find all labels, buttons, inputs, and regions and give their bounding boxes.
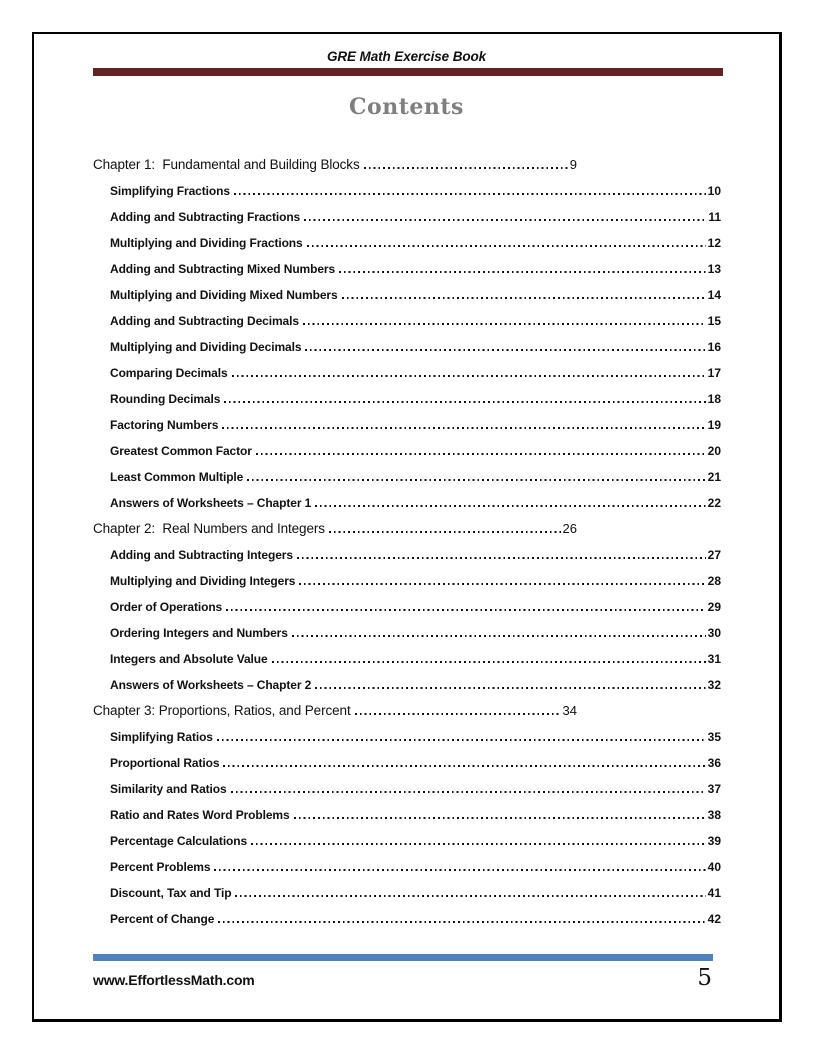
toc-entry <box>93 903 721 929</box>
toc-entry-page: 32 <box>707 678 721 692</box>
toc-entry-label: Ratio and Rates Word Problems <box>110 808 290 822</box>
toc-entry-label: Multiplying and Dividing Mixed Numbers <box>110 288 338 302</box>
toc-dot-leader <box>214 869 705 871</box>
toc-entry <box>93 175 721 201</box>
toc-entry-page: 34 <box>562 703 577 718</box>
toc-entry <box>93 747 721 773</box>
toc-entry-page: 21 <box>707 470 721 484</box>
toc-entry-label: Chapter 3: Proportions, Ratios, and Percent <box>93 703 351 718</box>
toc-entry <box>93 227 721 253</box>
toc-entry <box>93 279 721 305</box>
toc-entry <box>93 305 721 331</box>
toc-entry <box>93 799 721 825</box>
toc-entry-label: Adding and Subtracting Fractions <box>110 210 301 224</box>
toc-dot-leader <box>292 635 706 637</box>
toc-dot-leader <box>272 661 706 663</box>
toc-entry-label: Adding and Subtracting Mixed Numbers <box>110 262 336 276</box>
toc-entry-page: 38 <box>707 808 721 822</box>
toc-entry-page: 22 <box>707 496 721 510</box>
toc-dot-leader <box>251 843 706 845</box>
toc-entry <box>93 825 721 851</box>
toc-entry-label: Comparing Decimals <box>110 366 228 380</box>
toc-dot-leader <box>226 609 706 611</box>
toc-entry-label: Similarity and Ratios <box>110 782 227 796</box>
page-title: Contents <box>349 94 464 120</box>
toc-entry <box>93 253 721 279</box>
toc-entry <box>93 331 721 357</box>
toc-dot-leader <box>232 375 706 377</box>
toc-entry-page: 29 <box>707 600 721 614</box>
toc-dot-leader <box>222 427 705 429</box>
toc-dot-leader <box>364 167 568 169</box>
toc-entry <box>93 773 721 799</box>
toc-entry-page: 35 <box>707 730 721 744</box>
toc-dot-leader <box>217 739 706 741</box>
toc-entry <box>93 721 721 747</box>
toc-entry <box>93 591 721 617</box>
toc-entry-page: 31 <box>707 652 721 666</box>
toc-entry <box>93 539 721 565</box>
footer-page-number: 5 <box>697 965 712 991</box>
toc-entry-page: 17 <box>707 366 721 380</box>
page-frame <box>32 32 782 1022</box>
toc-dot-leader <box>247 479 705 481</box>
toc-entry-label: Answers of Worksheets – Chapter 1 <box>110 496 312 510</box>
toc-entry-page: 30 <box>707 626 721 640</box>
toc-entry-label: Simplifying Fractions <box>110 184 230 198</box>
toc-entry-page: 16 <box>707 340 721 354</box>
toc-entry-page: 9 <box>569 157 577 172</box>
toc-entry <box>93 851 721 877</box>
toc-entry-page: 10 <box>707 184 721 198</box>
toc-entry-page: 15 <box>707 314 721 328</box>
toc-dot-leader <box>305 349 705 351</box>
toc-entry <box>93 695 577 721</box>
toc-entry-label: Adding and Subtracting Decimals <box>110 314 299 328</box>
toc-entry <box>93 383 721 409</box>
toc-entry <box>93 357 721 383</box>
toc-dot-leader <box>355 713 561 715</box>
toc-dot-leader <box>231 791 706 793</box>
toc-entry-label: Percent of Change <box>110 912 215 926</box>
footer-rule <box>93 954 713 961</box>
toc-entry <box>93 201 721 227</box>
toc-entry-label: Chapter 1: Fundamental and Building Blocks <box>93 157 360 172</box>
toc-entry <box>93 487 721 513</box>
toc-entry-page: 42 <box>707 912 721 926</box>
toc-entry <box>93 877 721 903</box>
toc-entry <box>93 669 721 695</box>
toc-entry <box>93 149 577 175</box>
toc-entry-label: Adding and Subtracting Integers <box>110 548 293 562</box>
toc-entry-page: 40 <box>707 860 721 874</box>
toc-entry-label: Multiplying and Dividing Decimals <box>110 340 302 354</box>
toc-dot-leader <box>339 271 706 273</box>
toc-entry-label: Rounding Decimals <box>110 392 221 406</box>
toc-dot-leader <box>342 297 706 299</box>
toc-entry <box>93 435 721 461</box>
toc-dot-leader <box>224 401 705 403</box>
toc-dot-leader <box>235 895 705 897</box>
toc-dot-leader <box>315 687 705 689</box>
toc-entry-label: Factoring Numbers <box>110 418 219 432</box>
toc-entry-label: Percentage Calculations <box>110 834 248 848</box>
toc-entry <box>93 617 721 643</box>
toc-entry-page: 19 <box>707 418 721 432</box>
toc-entry <box>93 461 721 487</box>
toc-entry-page: 41 <box>707 886 721 900</box>
toc-entry-page: 20 <box>707 444 721 458</box>
toc-dot-leader <box>315 505 705 507</box>
toc-dot-leader <box>223 765 705 767</box>
toc-dot-leader <box>234 193 706 195</box>
toc-entry-page: 11 <box>708 210 721 224</box>
toc-entry-label: Discount, Tax and Tip <box>110 886 232 900</box>
toc-entry-page: 36 <box>707 756 721 770</box>
toc-entry-page: 18 <box>707 392 721 406</box>
toc-entry-page: 26 <box>562 521 577 536</box>
toc-entry-page: 39 <box>707 834 721 848</box>
toc-dot-leader <box>294 817 706 819</box>
footer-website: www.EffortlessMath.com <box>93 972 255 988</box>
toc-entry-label: Order of Operations <box>110 600 223 614</box>
toc-entry-page: 28 <box>707 574 721 588</box>
toc-entry-page: 12 <box>707 236 721 250</box>
toc-entry <box>93 565 721 591</box>
toc-entry-label: Percent Problems <box>110 860 211 874</box>
toc-dot-leader <box>297 557 706 559</box>
toc-dot-leader <box>299 583 705 585</box>
toc-entry-label: Multiplying and Dividing Fractions <box>110 236 303 250</box>
toc-entry-label: Ordering Integers and Numbers <box>110 626 288 640</box>
running-header-book-title: GRE Math Exercise Book <box>326 49 487 64</box>
toc-dot-leader <box>256 453 706 455</box>
toc-entry-label: Chapter 2: Real Numbers and Integers <box>93 521 325 536</box>
toc-entry-label: Greatest Common Factor <box>110 444 252 458</box>
toc-entry <box>93 513 577 539</box>
toc-dot-leader <box>304 219 706 221</box>
toc-entry-page: 14 <box>707 288 721 302</box>
toc-dot-leader <box>218 921 705 923</box>
footer <box>93 965 712 991</box>
toc-entry-page: 27 <box>707 548 721 562</box>
toc-entry-label: Least Common Multiple <box>110 470 244 484</box>
toc-dot-leader <box>329 531 561 533</box>
toc-entry-page: 13 <box>707 262 721 276</box>
toc-entry-label: Answers of Worksheets – Chapter 2 <box>110 678 312 692</box>
toc-entry <box>93 643 721 669</box>
header-rule <box>93 68 723 76</box>
toc-entry-label: Integers and Absolute Value <box>110 652 268 666</box>
toc-entry-label: Multiplying and Dividing Integers <box>110 574 296 588</box>
toc-entry-label: Simplifying Ratios <box>110 730 213 744</box>
toc-dot-leader <box>303 323 706 325</box>
toc-entry-label: Proportional Ratios <box>110 756 220 770</box>
toc-dot-leader <box>307 245 706 247</box>
toc-entry <box>93 409 721 435</box>
toc-list <box>93 149 721 929</box>
toc-entry-page: 37 <box>707 782 721 796</box>
